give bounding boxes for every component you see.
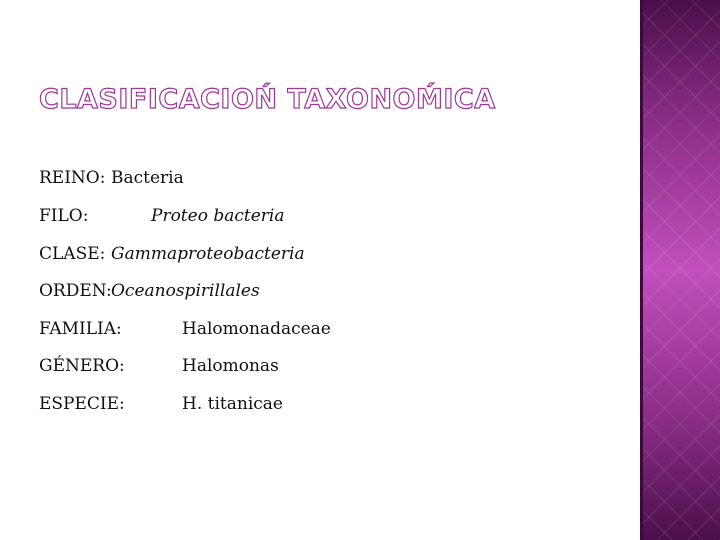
row-label: GÉNERO: — [39, 356, 125, 376]
row-value: Halomonadaceae — [182, 319, 331, 339]
slide-title: CLASIFICACIOŃ TAXONOḾICA — [39, 84, 496, 115]
row-value: Proteo bacteria — [151, 206, 285, 226]
row-value: Oceanospirillales — [111, 281, 260, 301]
row-label: FILO: — [39, 206, 89, 226]
row-value: Halomonas — [182, 356, 279, 376]
row-value: Gammaproteobacteria — [111, 244, 305, 264]
row-label: ESPECIE: — [39, 394, 125, 414]
row-value: H. titanicae — [182, 394, 283, 414]
row-label: ORDEN: — [39, 281, 112, 301]
decorative-side-panel — [640, 0, 720, 540]
row-label: FAMILIA: — [39, 319, 122, 339]
row-label: CLASE: — [39, 244, 106, 264]
row-value: Bacteria — [111, 168, 184, 188]
row-label: REINO: — [39, 168, 106, 188]
